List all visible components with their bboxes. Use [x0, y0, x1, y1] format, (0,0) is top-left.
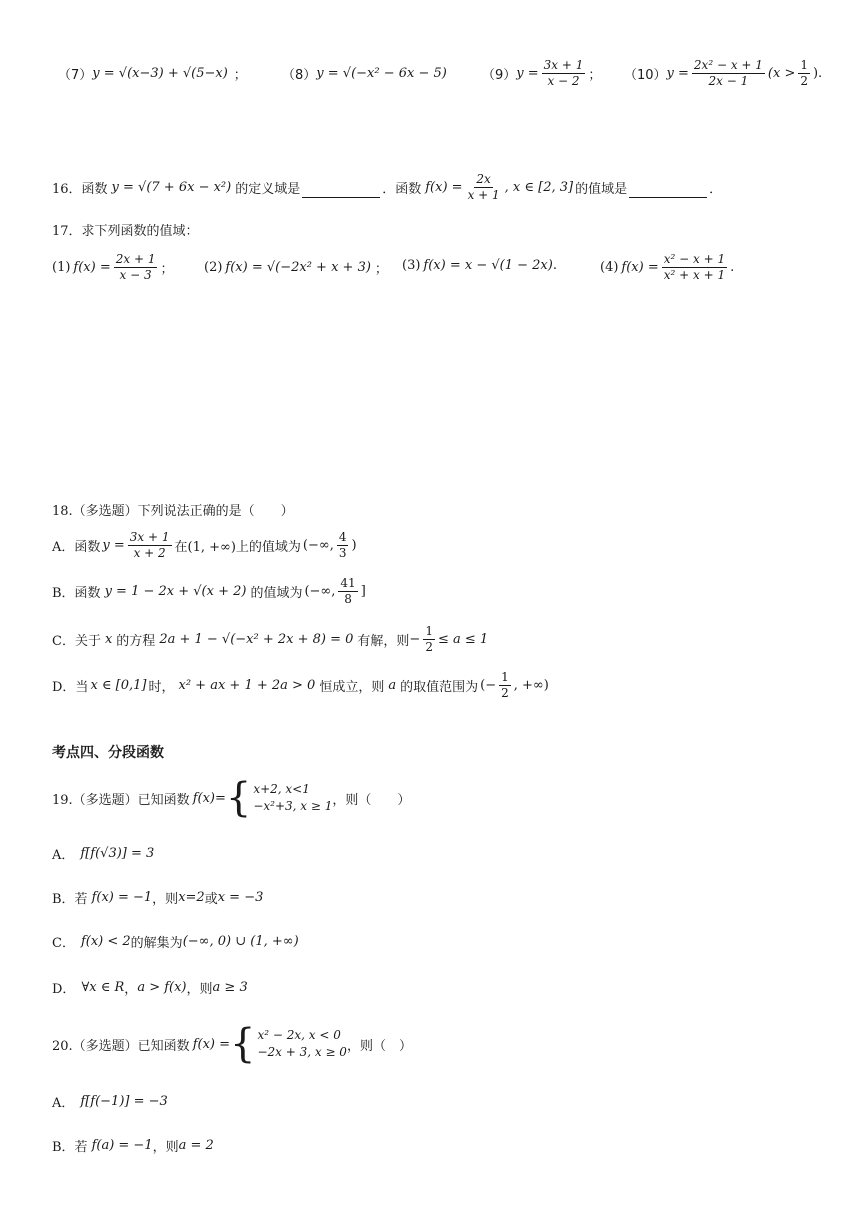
numerator: 2x [476, 172, 491, 186]
fraction [423, 624, 435, 655]
part-expression: f(x) = √(−2x² + x + 3) [225, 260, 371, 275]
case-2: −2x + 3, x ≥ 0 [257, 1045, 347, 1059]
q16-text-d: 的值域是 [575, 182, 628, 197]
option-text: ，则 [152, 892, 179, 907]
numerator: 1 [501, 670, 509, 684]
cases [257, 1027, 347, 1061]
option-text: 的方程 [116, 634, 156, 649]
part-expression: f(x) = x − √(1 − 2x) [423, 258, 553, 273]
question-19-title [52, 775, 411, 821]
fraction [692, 58, 765, 89]
part-label: (3) [402, 258, 421, 273]
range-open: (− [480, 678, 497, 693]
q19-option-d[interactable] [52, 978, 248, 997]
part-lhs: f(x) = [621, 260, 659, 275]
denominator: 8 [344, 592, 352, 606]
part-tail: . [730, 260, 735, 275]
range-close: ) [351, 538, 357, 553]
item-10 [624, 58, 822, 89]
question-17-title [52, 220, 199, 239]
q19-option-c[interactable] [52, 932, 299, 951]
option-expression-3: a ≥ 3 [212, 980, 248, 995]
item-tail: ； [233, 68, 247, 83]
part-tail: . [552, 258, 557, 273]
answer-blank[interactable] [629, 196, 707, 198]
option-var: x [104, 632, 113, 647]
option-expression: 2a + 1 − √(−x² + 2x + 8) = 0 [159, 632, 354, 647]
numerator: 41 [340, 576, 356, 590]
item-label: （9） [482, 68, 517, 83]
denominator: x + 2 [133, 546, 166, 560]
case-1: x² − 2x, x < 0 [257, 1028, 341, 1042]
item-label: （10） [624, 68, 667, 83]
item-expression: y = √(x−3) + √(5−x) [92, 66, 228, 81]
fraction [662, 252, 727, 283]
fraction [338, 576, 357, 607]
option-label: C． [52, 936, 75, 951]
numerator: 3x + 1 [543, 58, 584, 72]
q16-text-b: 的定义域是 [235, 182, 301, 197]
fraction [114, 252, 158, 283]
option-expression: f[f(−1)] = −3 [80, 1094, 168, 1109]
range-close: ] [360, 584, 366, 599]
item-tail: ； [588, 68, 602, 83]
q17-title: 17．求下列函数的值域： [52, 224, 199, 239]
option-expression-2: x=2 [178, 890, 205, 905]
option-label: B．若 [52, 1140, 88, 1155]
option-label: D． [52, 982, 76, 997]
option-var: a [388, 678, 397, 693]
q17-part-3 [402, 258, 557, 273]
option-text: 在(1, +∞)上的值域为 [174, 540, 301, 555]
numerator: 3x + 1 [129, 530, 170, 544]
option-text: 的值域为 [250, 586, 303, 601]
denominator: 2 [800, 74, 808, 88]
q16-expression: y = √(7 + 6x − x²) [111, 180, 232, 195]
q20-option-b[interactable] [52, 1136, 214, 1155]
option-expression: x² + ax + 1 + 2a > 0 [178, 678, 316, 693]
q18-option-a[interactable] [52, 530, 357, 561]
option-expression: y = 1 − 2x + √(x + 2) [104, 584, 247, 599]
option-label: B．函数 [52, 586, 101, 601]
q18-option-d[interactable] [52, 670, 549, 701]
question-18-title [52, 500, 294, 519]
option-expression: ∀x ∈ R [81, 980, 125, 995]
option-text-2: ，则 [186, 982, 213, 997]
question-20-title [52, 1021, 412, 1067]
option-expression-3: x = −3 [217, 890, 264, 905]
numerator: 1 [800, 58, 808, 72]
q16-lhs: f(x) = [425, 180, 463, 195]
denominator: x − 2 [547, 74, 580, 88]
part-lhs: f(x) = [73, 260, 111, 275]
section-title: 考点四、分段函数 [52, 745, 164, 761]
option-label: A． [52, 1096, 75, 1111]
piecewise-definition [230, 1021, 347, 1067]
item-7 [58, 64, 247, 83]
part-tail: ； [160, 262, 174, 277]
option-expression: f[f(√3)] = 3 [80, 846, 155, 861]
answer-blank[interactable] [302, 196, 380, 198]
brace-icon: { [230, 1021, 256, 1067]
case-1: x+2, x<1 [253, 782, 310, 796]
q17-part-2 [204, 258, 388, 277]
range-open: (−∞, [304, 584, 336, 599]
option-expression: f(a) = −1 [91, 1138, 153, 1153]
fraction [542, 58, 586, 89]
numerator: 2x + 1 [115, 252, 156, 266]
q19-title-a: 19.（多选题）已知函数 [52, 792, 190, 808]
numerator: 4 [338, 530, 347, 544]
q18-title: 18.（多选题）下列说法正确的是（ ） [52, 504, 294, 519]
piecewise-definition [225, 775, 333, 821]
fraction [337, 530, 349, 561]
item-8 [282, 64, 447, 83]
range-close: ≤ a ≤ 1 [437, 632, 489, 647]
q17-part-4 [600, 252, 734, 283]
q20-lhs: f(x) = [192, 1036, 230, 1052]
part-label: (1) [52, 260, 71, 275]
option-text: ，则 [152, 1140, 179, 1155]
condition-open: (x > [767, 66, 796, 81]
option-text-3: 的取值范围为 [400, 680, 479, 695]
q16-text-c: ．函数 [382, 182, 422, 197]
item-lhs: y = [516, 66, 539, 81]
option-label: C．关于 [52, 634, 101, 649]
fraction [798, 58, 810, 89]
q20-title-b: ，则（ ） [346, 1038, 412, 1054]
fraction [466, 172, 502, 203]
option-condition: x ∈ [0,1] [90, 678, 147, 693]
option-label: B．若 [52, 892, 88, 907]
denominator: x² + x + 1 [663, 268, 726, 282]
denominator: 2 [501, 686, 509, 700]
q19-option-a[interactable] [52, 844, 154, 863]
range-open: − [409, 632, 421, 647]
option-expression-2: (−∞, 0) ∪ (1, +∞) [182, 934, 299, 949]
part-label: (2) [204, 260, 223, 275]
denominator: 3 [338, 546, 347, 560]
denominator: 2 [425, 640, 433, 654]
option-text: 时， [148, 680, 175, 695]
fraction [128, 530, 172, 561]
option-expression: f(x) < 2 [80, 934, 131, 949]
fraction [499, 670, 511, 701]
option-text: ， [124, 982, 138, 997]
q16-text-a: 16．函数 [52, 182, 108, 197]
q20-title-a: 20.（多选题）已知函数 [52, 1038, 190, 1054]
range-close: , +∞) [513, 678, 549, 693]
condition-close: ). [812, 66, 823, 81]
section-heading [52, 742, 164, 762]
numerator: x² − x + 1 [663, 252, 726, 266]
q20-option-a[interactable] [52, 1092, 168, 1111]
q19-option-b[interactable] [52, 888, 263, 907]
item-label: （8） [282, 68, 317, 83]
option-expression: f(x) = −1 [91, 890, 153, 905]
option-text-2: 或 [204, 892, 218, 907]
part-tail: ； [374, 262, 388, 277]
denominator: 2x − 1 [708, 74, 749, 88]
question-16 [52, 172, 722, 203]
option-text-2: 有解，则 [357, 634, 410, 649]
q18-option-b[interactable] [52, 576, 366, 607]
q19-title-b: ，则（ ） [332, 792, 411, 808]
case-2: −x²+3, x ≥ 1 [253, 799, 333, 813]
option-label: A．函数 [52, 540, 101, 555]
option-expression-2: a = 2 [178, 1138, 214, 1153]
item-expression: y = √(−x² − 6x − 5) [316, 66, 447, 81]
option-label: A． [52, 848, 75, 863]
range-open: (−∞, [302, 538, 334, 553]
option-lhs: y = [102, 538, 125, 553]
q18-option-c[interactable] [52, 624, 488, 655]
option-text: 的解集为 [130, 936, 183, 951]
q16-domain: , x ∈ [2, 3] [504, 180, 574, 195]
q19-lhs: f(x)= [192, 790, 226, 806]
part-label: (4) [600, 260, 619, 275]
option-expression-2: a > f(x) [137, 980, 187, 995]
q16-end: ． [709, 182, 723, 197]
q17-part-1 [52, 252, 173, 283]
numerator: 2x² − x + 1 [693, 58, 763, 72]
brace-icon: { [225, 775, 252, 821]
item-lhs: y = [666, 66, 689, 81]
option-text-2: 恒成立，则 [319, 680, 385, 695]
denominator: x − 3 [119, 268, 152, 282]
numerator: 1 [425, 624, 433, 638]
item-label: （7） [58, 68, 93, 83]
item-9 [482, 58, 601, 89]
denominator: x + 1 [467, 188, 500, 202]
cases [253, 781, 332, 815]
option-label: D．当 [52, 680, 89, 695]
